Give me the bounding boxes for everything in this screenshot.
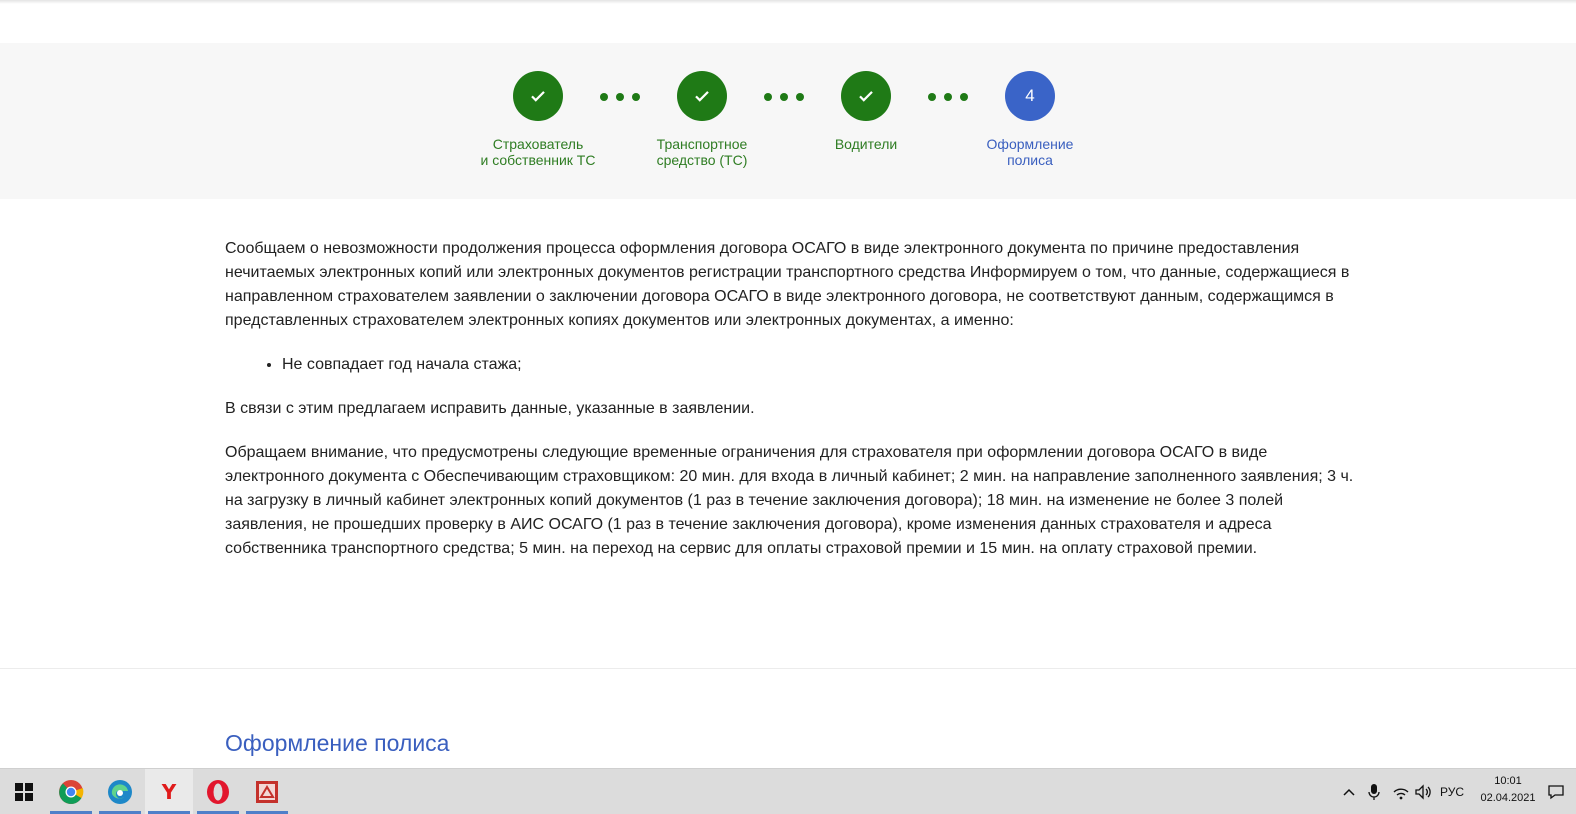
- list-item: • Не совпадает год начала стажа;: [282, 353, 1355, 377]
- step-2-label: Транспортное средство (ТС): [656, 136, 748, 168]
- top-shadow: [0, 0, 1576, 4]
- step-3-label: Водители: [834, 136, 898, 152]
- mismatch-list: [225, 353, 1355, 377]
- step-policyholder[interactable]: [458, 71, 618, 168]
- yandex-browser-icon[interactable]: [145, 769, 193, 814]
- section-heading: Оформление полиса: [225, 730, 450, 756]
- step-policy: [950, 71, 1110, 168]
- chrome-icon[interactable]: [47, 769, 95, 814]
- clock-time: 10:01: [1494, 775, 1522, 787]
- step-vehicle[interactable]: [622, 71, 782, 168]
- progress-stepper: [0, 43, 1576, 199]
- input-language[interactable]: РУС: [1440, 784, 1465, 799]
- step-1-label: Страхователь и собственник ТС: [480, 136, 596, 168]
- opera-icon[interactable]: [194, 769, 242, 814]
- system-clock[interactable]: [1468, 773, 1548, 807]
- step-4-label: Оформление полиса: [986, 136, 1074, 168]
- step-1-check-icon: [513, 71, 563, 121]
- divider: [0, 668, 1576, 669]
- clock-date: 02.04.2021: [1480, 792, 1536, 804]
- windows-taskbar: [0, 768, 1576, 814]
- notice-content: [225, 237, 1355, 581]
- step-3-check-icon: [841, 71, 891, 121]
- step-4-number: 4: [1005, 71, 1055, 121]
- notice-paragraph-3: Обращаем внимание, что предусмотрены следующие временные ограничения для страхователя при оформлении договора ОСАГО в виде электронного документа с Обеспечивающим страховщиком: 20 мин. для входа в личный кабинет; 2 мин. на направление заполненного заявления; 3 ч. на загрузку в личный кабинет электронных копий документов (1 раз в течение заключения договора); 18 мин. на изменение не более 3 полей заявления, не прошедших проверку в АИС ОСАГО (1 раз в течение заключения договора), кроме изменения данных страхователя и адреса собственника транспортного средства; 5 мин. на переход на сервис для оплаты страховой премии и 15 мин. на оплату страховой премии.: [225, 444, 1354, 557]
- svg-text:Y: Y: [161, 779, 177, 804]
- step-2-check-icon: [677, 71, 727, 121]
- microphone-icon[interactable]: [1368, 769, 1380, 814]
- notice-paragraph-2: В связи с этим предлагаем исправить данные, указанные в заявлении.: [225, 400, 755, 417]
- wifi-icon[interactable]: [1392, 769, 1410, 814]
- step-drivers[interactable]: [786, 71, 946, 152]
- pdf-reader-icon[interactable]: [243, 769, 291, 814]
- show-hidden-icons-icon[interactable]: [1342, 769, 1356, 814]
- volume-icon[interactable]: [1414, 769, 1432, 814]
- notice-paragraph-1: Сообщаем о невозможности продолжения процесса оформления договора ОСАГО в виде электронного документа по причине предоставления нечитаемых электронных копий или электронных документов регистрации транспортного средства Информируем о том, что данные, содержащиеся в направленном страхователем заявлении о заключении договора ОСАГО в виде электронного договора, не соответствуют данным, содержащимся в представленных страхователем электронных копиях документов или электронных документах, а именно:: [225, 240, 1350, 329]
- windows-start-icon[interactable]: [0, 769, 48, 814]
- notifications-icon[interactable]: [1547, 769, 1565, 814]
- edge-icon[interactable]: [96, 769, 144, 814]
